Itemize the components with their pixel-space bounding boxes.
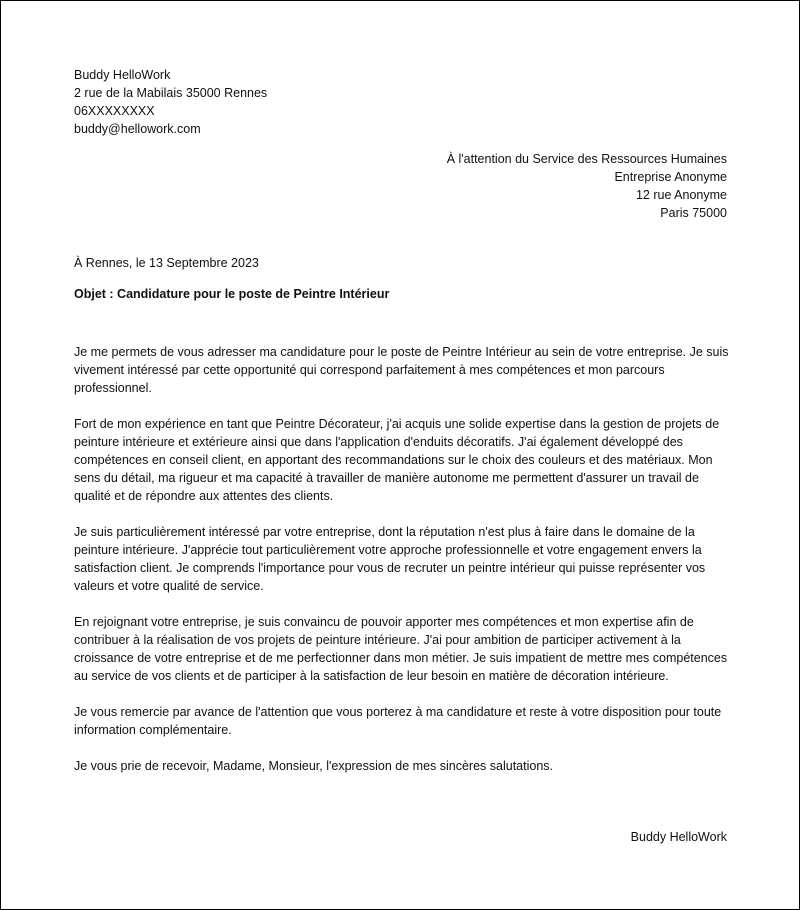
recipient-street: 12 rue Anonyme xyxy=(635,188,727,202)
sender-address: 2 rue de la Mabilais 35000 Rennes xyxy=(74,86,268,100)
letter-date: À Rennes, le 13 Septembre 2023 xyxy=(74,256,259,270)
paragraph-intro: Je me permets de vous adresser ma candidature pour le poste de Peintre Intérieur au sein de votre entreprise. Je suis vivement intéressé par cette opportunité qui correspond parfaitement à mes compétences et mon parcours professionnel. xyxy=(74,345,729,395)
sender-name: Buddy HelloWork xyxy=(74,68,171,82)
paragraph-experience: Fort de mon expérience en tant que Peintre Décorateur, j'ai acquis une solide expertise dans la gestion de projets de peinture intérieure et extérieure ainsi que dans l'application d'enduits décoratifs. J'ai également développé des compétences en conseil client, en apportant des recommandations sur le choix des couleurs et des matériaux. Mon sens du détail, ma rigueur et ma capacité à travailler de manière autonome me permettent d'assurer un travail de qualité et de répondre aux attentes des clients. xyxy=(74,417,720,503)
letter-subject: Objet : Candidature pour le poste de Peintre Intérieur xyxy=(74,287,390,301)
sender-block xyxy=(74,66,267,138)
paragraph-contribution: En rejoignant votre entreprise, je suis convaincu de pouvoir apporter mes compétences et mon expertise afin de contribuer à la réalisation de vos projets de peinture intérieure. J'ai pour ambition de participer activement à la croissance de votre entreprise et de me perfectionner dans mon métier. Je suis impatient de mettre mes compétences au service de vos clients et de participer à la satisfaction de leur besoin en matière de décoration intérieure. xyxy=(74,615,728,683)
sender-phone: 06XXXXXXXX xyxy=(74,104,155,118)
recipient-company: Entreprise Anonyme xyxy=(614,170,727,184)
sender-email: buddy@hellowork.com xyxy=(74,122,201,136)
letter-body xyxy=(74,343,738,793)
signature: Buddy HelloWork xyxy=(630,830,727,844)
recipient-attention: À l'attention du Service des Ressources Humaines xyxy=(446,152,727,166)
paragraph-closing: Je vous prie de recevoir, Madame, Monsieur, l'expression de mes sincères salutations. xyxy=(74,759,554,773)
recipient-city: Paris 75000 xyxy=(660,206,727,220)
paragraph-thanks: Je vous remercie par avance de l'attention que vous porterez à ma candidature et reste à votre disposition pour toute information complémentaire. xyxy=(74,705,722,737)
paragraph-company-interest: Je suis particulièrement intéressé par votre entreprise, dont la réputation n'est plus à faire dans le domaine de la peinture intérieure. J'apprécie tout particulièrement votre approche professionnelle et votre engagement envers la satisfaction client. Je comprends l'importance pour vous de recruter un peintre intérieur qui puisse représenter vos valeurs et votre qualité de service. xyxy=(74,525,706,593)
recipient-block xyxy=(447,150,727,222)
